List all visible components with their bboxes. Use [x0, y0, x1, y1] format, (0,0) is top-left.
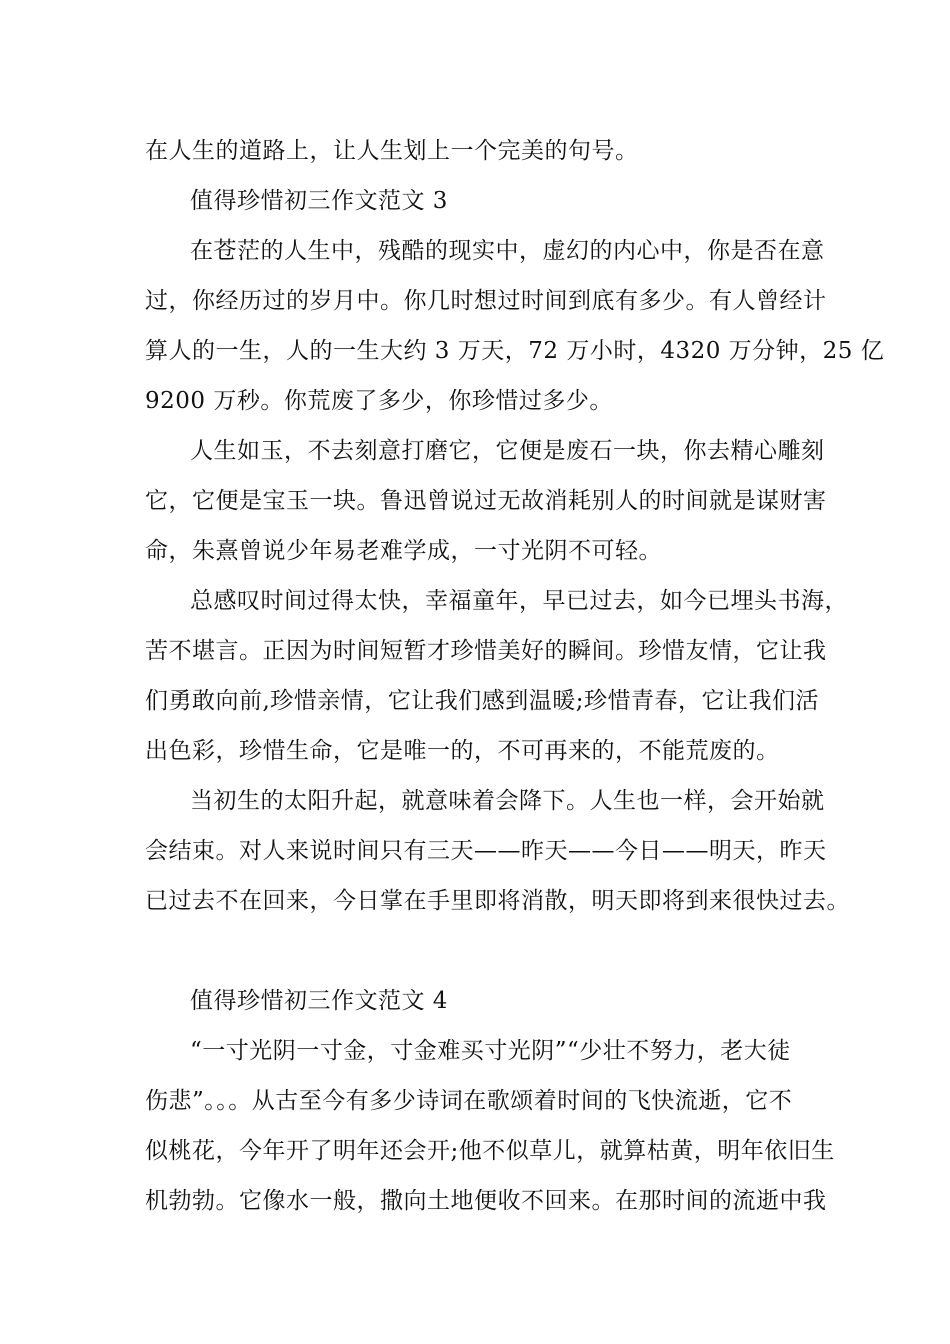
text-line: 在人生的道路上，让人生划上一个完美的句号。 [145, 138, 639, 164]
text-line: 出色彩，珍惜生命，它是唯一的，不可再来的，不能荒废的。 [145, 738, 780, 764]
text-line: 总感叹时间过得太快，幸福童年，早已过去，如今已埋头书海， [190, 588, 848, 614]
text-line: 已过去不在回来，今日掌在手里即将消散，明天即将到来很快过去。 [145, 888, 850, 914]
text-line: 当初生的太阳升起，就意味着会降下。人生也一样，会开始就 [190, 788, 825, 814]
text-line: 人生如玉，不去刻意打磨它，它便是废石一块，你去精心雕刻 [190, 438, 825, 464]
text-line: 算人的一生，人的一生大约 3 万天，72 万小时，4320 万分钟，25 亿 [145, 338, 885, 364]
text-line: 们勇敢向前,珍惜亲情，它让我们感到温暖;珍惜青春，它让我们活 [145, 688, 820, 714]
section-heading: 值得珍惜初三作文范文 4 [190, 988, 448, 1014]
text-line: 苦不堪言。正因为时间短暂才珍惜美好的瞬间。珍惜友情，它让我 [145, 638, 827, 664]
text-line: 在苍茫的人生中，残酷的现实中，虚幻的内心中，你是否在意 [190, 238, 825, 264]
section-heading: 值得珍惜初三作文范文 3 [190, 188, 448, 214]
text-line: 伤悲”。。。从古至今有多少诗词在歌颂着时间的飞快流逝，它不 [145, 1088, 793, 1114]
text-line: “一寸光阴一寸金，寸金难买寸光阴”“少壮不努力，老大徒 [190, 1038, 791, 1064]
text-line: 命，朱熹曾说少年易老难学成，一寸光阴不可轻。 [145, 538, 662, 564]
text-line: 机勃勃。它像水一般，撒向土地便收不回来。在那时间的流逝中我 [145, 1188, 827, 1214]
text-line: 会结束。对人来说时间只有三天——昨天——今日——明天，昨天 [145, 838, 827, 864]
text-line: 它，它便是宝玉一块。鲁迅曾说过无故消耗别人的时间就是谋财害 [145, 488, 827, 514]
text-line: 过，你经历过的岁月中。你几时想过时间到底有多少。有人曾经计 [145, 288, 827, 314]
text-line: 9200 万秒。你荒废了多少，你珍惜过多少。 [145, 388, 613, 414]
text-line: 似桃花，今年开了明年还会开;他不似草儿，就算枯黄，明年依旧生 [145, 1138, 835, 1164]
